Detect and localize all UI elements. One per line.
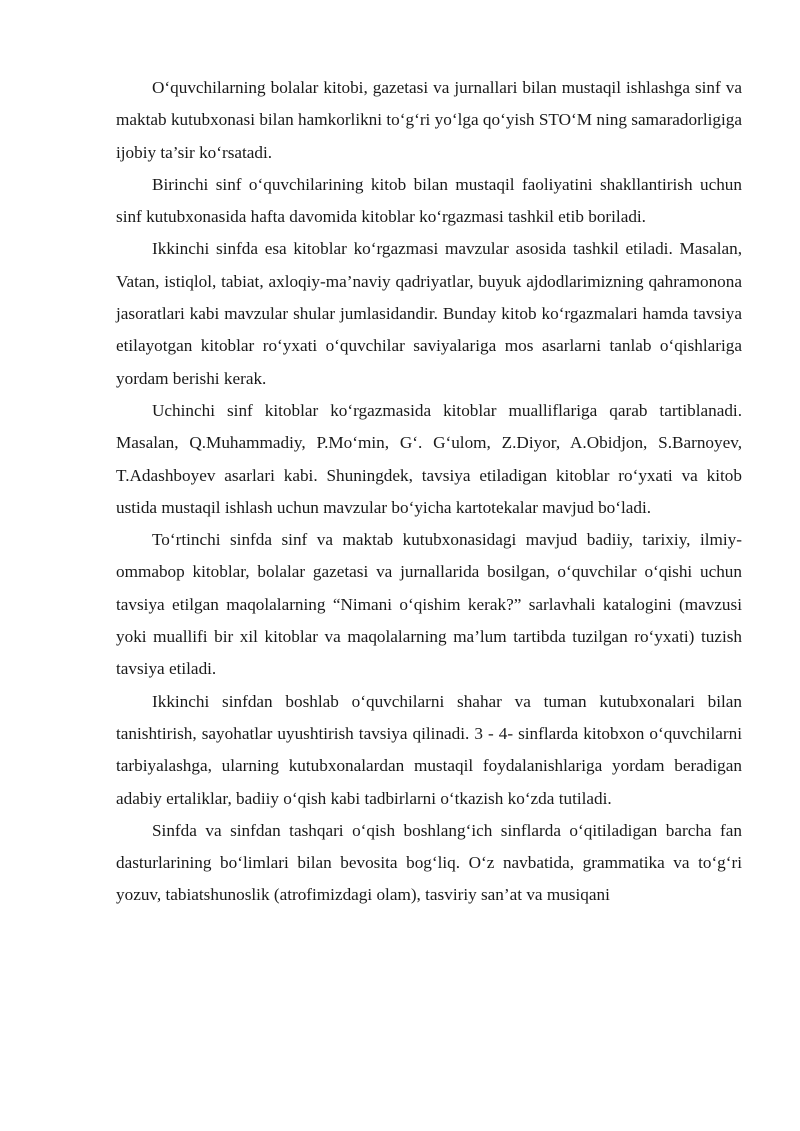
paragraph-5: To‘rtinchi sinfda sinf va maktab kutubxonasidagi mavjud badiiy, tarixiy, ilmiy-ommabop kitoblar, bolalar gazetasi va jurnallarida bosilgan, o‘quvchilar o‘qishi uchun tavsiya etilgan maqolalarning “Nimani o‘qishim kerak?” sarlavhali katalogini (mavzusi yoki muallifi bir xil kitoblar va maqolalarning ma’lum tartibda tuzilgan ro‘yxati) tuzish tavsiya etiladi. (116, 530, 742, 679)
paragraph-4: Uchinchi sinf kitoblar ko‘rgazmasida kitoblar mualliflariga qarab tartiblanadi. Masalan, Q.Muhammadiy, P.Mo‘min, G‘. G‘ulom, Z.Diyor, A.Obidjon, S.Barnoyev, T.Adashboyev asarlari kabi. Shuningdek, tavsiya etiladigan kitoblar ro‘yxati va kitob ustida mustaqil ishlash uchun mavzular bo‘yicha kartotekalar mavjud bo‘ladi. (116, 400, 742, 517)
paragraph-3: Ikkinchi sinfda esa kitoblar ko‘rgazmasi mavzular asosida tashkil etiladi. Masalan, Vatan, istiqlol, tabiat, axloqiy-ma’naviy qadriyatlar, buyuk ajdodlarimizning qahramonona jasoratlari kabi mavzular shular jumlasidandir. Bunday kitob ko‘rgazmalari hamda tavsiya etilayotgan kitoblar ro‘yxati o‘quvchilar saviyalariga mos asarlarni tanlab o‘qishlariga yordam berishi kerak. (116, 239, 742, 388)
paragraph-6: Ikkinchi sinfdan boshlab o‘quvchilarni shahar va tuman kutubxonalari bilan tanishtirish, sayohatlar uyushtirish tavsiya qilinadi. 3 - 4- sinflarda kitobxon o‘quvchilarni tarbiyalashga, ularning kutubxonalardan mustaqil foydalanishlariga yordam beradigan adabiy ertaliklar, badiiy o‘qish kabi tadbirlarni o‘tkazish ko‘zda tutiladi. (116, 691, 742, 808)
paragraph-1: O‘quvchilarning bolalar kitobi, gazetasi va jurnallari bilan mustaqil ishlashga sinf va maktab kutubxonasi bilan hamkorlikni to‘g‘ri yo‘lga qo‘yish STO‘M ning samaradorligiga ijobiy ta’sir ko‘rsatadi. (116, 78, 742, 162)
paragraph-2: Birinchi sinf o‘quvchilarining kitob bilan mustaqil faoliyatini shakllantirish uchun sinf kutubxonasida hafta davomida kitoblar ko‘rgazmasi tashkil etib boriladi. (116, 174, 742, 227)
paragraph-7: Sinfda va sinfdan tashqari o‘qish boshlang‘ich sinflarda o‘qitiladigan barcha fan dasturlarining bo‘limlari bilan bevosita bog‘liq. O‘z navbatida, grammatika va to‘g‘ri yozuv, tabiatshunoslik (atrofimizdagi olam), tasviriy san’at va musiqani (116, 820, 742, 905)
document-page (116, 72, 742, 912)
